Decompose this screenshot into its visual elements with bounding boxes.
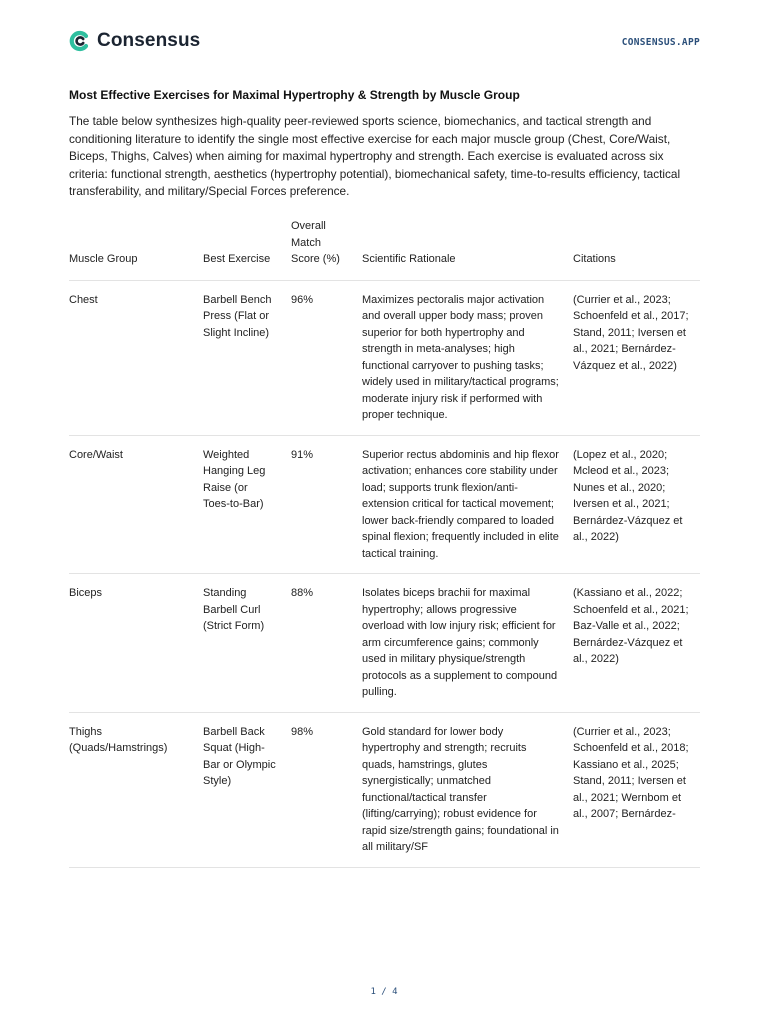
cell-muscle-group: Core/Waist <box>69 435 203 574</box>
cell-muscle-group: Thighs (Quads/Hamstrings) <box>69 712 203 867</box>
cell-rationale: Superior rectus abdominis and hip flexor activation; enhances core stability under load; supports trunk flexion/anti-extension critical for tactical movement; lower back-friendly compared to loaded spinal flexion; frequently included in elite tactical training. <box>362 435 573 574</box>
cell-best-exercise: Weighted Hanging Leg Raise (or Toes-to-Bar) <box>203 435 291 574</box>
brand-name: Consensus <box>97 30 201 51</box>
cell-muscle-group: Chest <box>69 280 203 435</box>
cell-rationale: Maximizes pectoralis major activation and overall upper body mass; proven superior for both hypertrophy and strength in meta-analyses; high functional carryover to pushing tasks; widely used in military/tactical programs; moderate injury risk if performed with proper technique. <box>362 280 573 435</box>
cell-match-score: 96% <box>291 280 362 435</box>
cell-citations: (Currier et al., 2023; Schoenfeld et al., 2018; Kassiano et al., 2025; Stand, 2011; Iversen et al., 2021; Wernbom et al., 2007; Bernárdez- <box>573 712 700 867</box>
document-title: Most Effective Exercises for Maximal Hypertrophy & Strength by Muscle Group <box>69 88 520 102</box>
header-scientific-rationale: Scientific Rationale <box>362 214 573 280</box>
table-row <box>69 712 700 867</box>
page-number: 1 / 4 <box>370 987 398 997</box>
header-match-score: Overall Match Score (%) <box>291 214 362 280</box>
cell-muscle-group: Biceps <box>69 574 203 713</box>
cell-rationale: Gold standard for lower body hypertrophy and strength; recruits quads, hamstrings, glutes synergistically; unmatched functional/tactical transfer (lifting/carrying); robust evidence for rapid size/strength gains; foundational in all military/SF <box>362 712 573 867</box>
cell-best-exercise: Standing Barbell Curl (Strict Form) <box>203 574 291 713</box>
table-header-row <box>69 214 700 280</box>
cell-best-exercise: Barbell Back Squat (High-Bar or Olympic Style) <box>203 712 291 867</box>
site-link[interactable]: CONSENSUS.APP <box>621 37 700 48</box>
header-best-exercise: Best Exercise <box>203 214 291 280</box>
cell-citations: (Currier et al., 2023; Schoenfeld et al., 2017; Stand, 2011; Iversen et al., 2021; Bernárdez-Vázquez et al., 2022) <box>573 280 700 435</box>
cell-match-score: 91% <box>291 435 362 574</box>
cell-rationale: Isolates biceps brachii for maximal hypertrophy; allows progressive overload with low injury risk; efficient for arm circumference gains; commonly used in military physique/strength protocols as a supplement to compound pulling. <box>362 574 573 713</box>
cell-match-score: 98% <box>291 712 362 867</box>
cell-best-exercise: Barbell Bench Press (Flat or Slight Incline) <box>203 280 291 435</box>
table-row <box>69 280 700 435</box>
consensus-logo-icon <box>69 30 91 52</box>
cell-citations: (Kassiano et al., 2022; Schoenfeld et al., 2021; Baz-Valle et al., 2022; Bernárdez-Vázquez et al., 2022) <box>573 574 700 713</box>
cell-match-score: 88% <box>291 574 362 713</box>
table-row <box>69 574 700 713</box>
header-citations: Citations <box>573 214 700 280</box>
table-row <box>69 435 700 574</box>
header-muscle-group: Muscle Group <box>69 214 203 280</box>
brand-logo[interactable] <box>69 30 200 52</box>
page-header <box>69 30 700 56</box>
exercise-table <box>69 214 700 868</box>
cell-citations: (Lopez et al., 2020; Mcleod et al., 2023; Nunes et al., 2020; Iversen et al., 2021; Bernárdez-Vázquez et al., 2022) <box>573 435 700 574</box>
document-intro: The table below synthesizes high-quality peer-reviewed sports science, biomechanics, and tactical strength and conditioning literature to identify the single most effective exercise for each major muscle group (Chest, Core/Waist, Biceps, Thighs, Calves) when aiming for maximal hypertrophy and strength. Each exercise is evaluated across six criteria: functional strength, aesthetics (hypertrophy potential), biomechanical safety, time-to-results efficiency, tactical transferability, and military/Special Forces preference. <box>69 114 681 198</box>
